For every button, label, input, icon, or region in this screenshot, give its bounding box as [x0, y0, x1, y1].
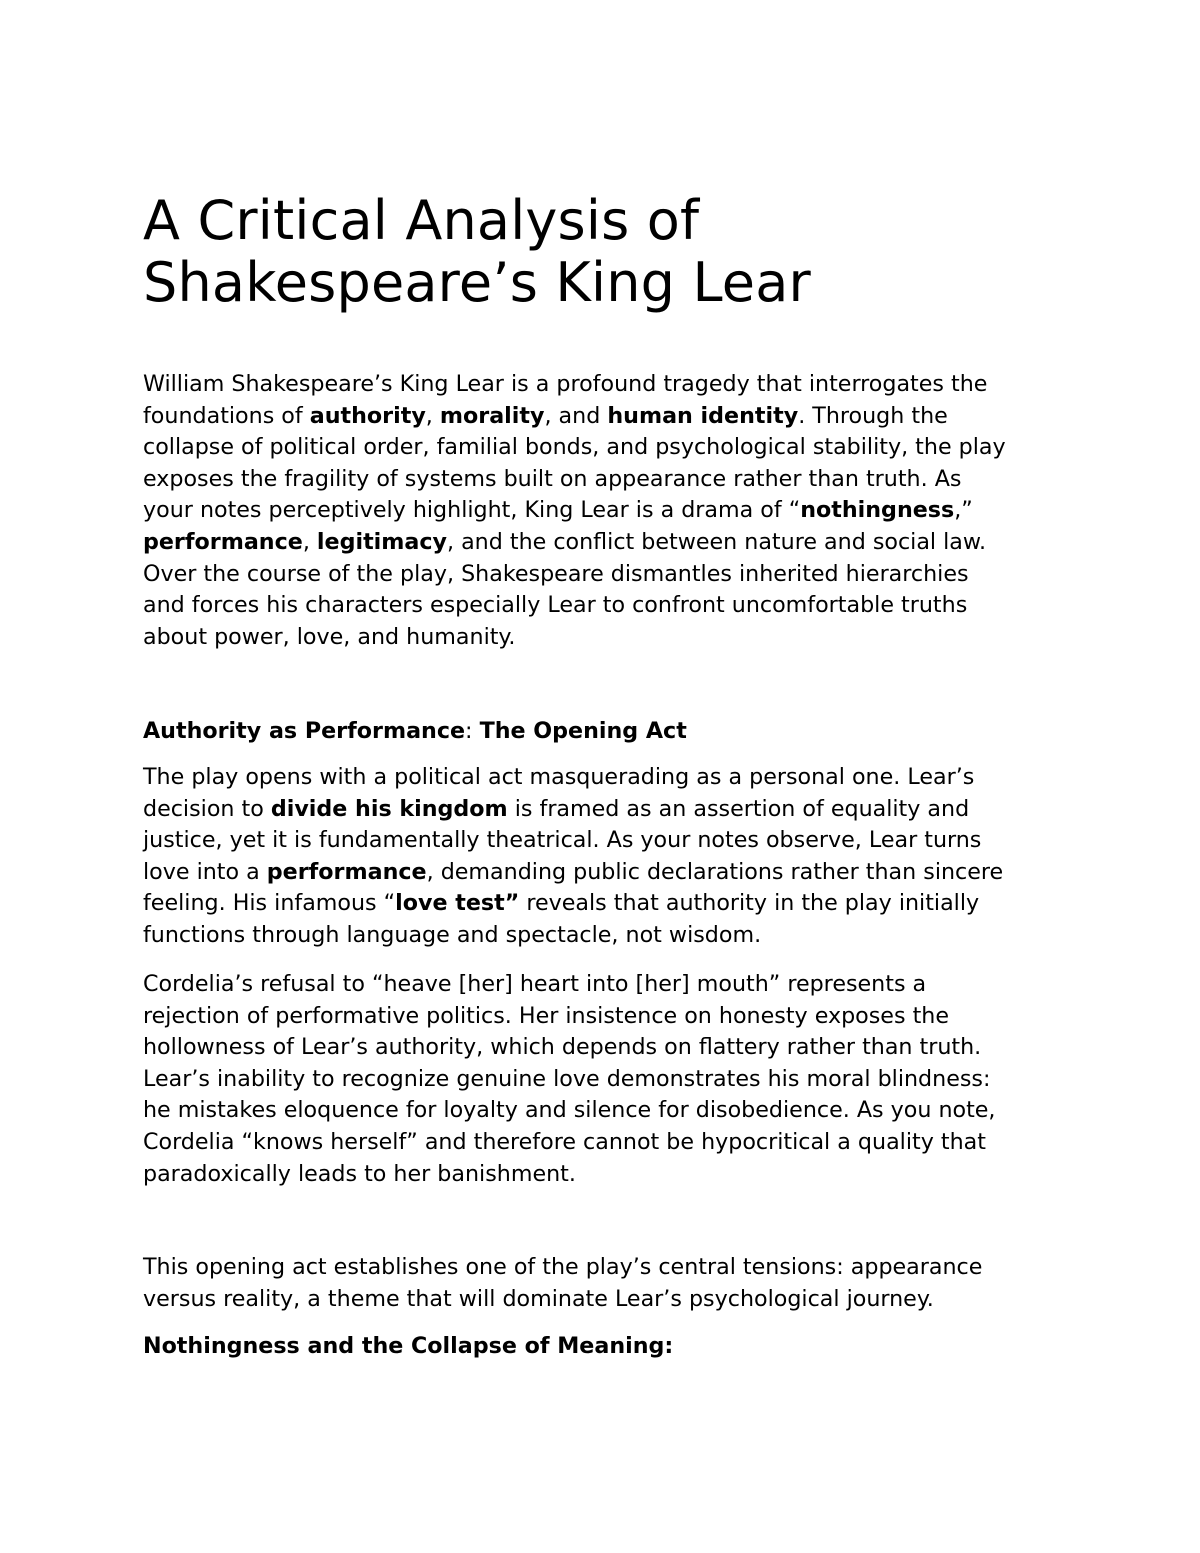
bold-term-love-test: love test” [395, 890, 520, 917]
text-line: rejection of performative politics. Her insistence on honesty exposes the [143, 1002, 949, 1029]
text-line: William Shakespeare’s King Lear is a profound tragedy that interrogates the [143, 371, 988, 397]
paragraph-appearance-reality [143, 1252, 1073, 1315]
text-run: decision to [143, 795, 271, 822]
bold-term-human-identity: human identity [607, 402, 799, 429]
text-line: versus reality, a theme that will dominate Lear’s psychological journey. [143, 1285, 934, 1312]
text-line: collapse of political order, familial bonds, and psychological stability, the play [143, 434, 1006, 461]
text-run: , and the conflict between nature and social law. [446, 528, 987, 555]
bold-term-divide-kingdom: divide his kingdom [270, 795, 508, 822]
bold-term-legitimacy: legitimacy [316, 528, 447, 555]
text-line: This opening act establishes one of the play’s central tensions: appearance [143, 1254, 983, 1280]
text-line [143, 857, 1073, 889]
text-line [143, 527, 1073, 559]
heading-run: Authority as Performance [143, 718, 466, 744]
text-line: Cordelia’s refusal to “heave [her] heart into [her] mouth” represents a [143, 971, 927, 997]
text-run: . Through the [798, 402, 948, 429]
text-line: Lear’s inability to recognize genuine love demonstrates his moral blindness: [143, 1065, 991, 1092]
text-line: Cordelia “knows herself” and therefore cannot be hypocritical a quality that [143, 1128, 986, 1155]
bold-term-authority: authority [309, 402, 426, 429]
bold-term-morality: morality [439, 402, 545, 429]
paragraph-opening-act [143, 762, 1073, 952]
document-title [143, 190, 1093, 314]
heading-run: The Opening Act [479, 718, 687, 744]
intro-paragraph [143, 369, 1073, 653]
title-line-1: A Critical Analysis of [143, 189, 700, 252]
text-line [143, 495, 1073, 527]
section-heading-nothingness: Nothingness and the Collapse of Meaning: [143, 1333, 674, 1359]
section-heading-authority [143, 716, 1073, 748]
heading-run: : [465, 718, 480, 744]
text-line [143, 794, 1073, 826]
text-run: , [302, 528, 317, 555]
text-run: , [425, 402, 440, 429]
text-run: love into a [143, 858, 267, 885]
text-run: foundations of [143, 402, 310, 429]
paragraph-cordelia [143, 969, 1073, 1190]
text-run: your notes perceptively highlight, King Lear is a drama of “ [143, 497, 801, 524]
text-run: feeling. His infamous “ [143, 890, 396, 917]
text-line [143, 401, 1073, 433]
text-line: functions through language and spectacle, not wisdom. [143, 921, 762, 948]
text-run: , demanding public declarations rather than sincere [426, 858, 1004, 885]
text-run: , and [544, 402, 608, 429]
text-line: about power, love, and humanity. [143, 623, 516, 650]
text-line: hollowness of Lear’s authority, which depends on flattery rather than truth. [143, 1034, 982, 1061]
bold-term-nothingness: nothingness [800, 497, 955, 524]
text-line: The play opens with a political act masquerading as a personal one. Lear’s [143, 764, 975, 790]
text-line: he mistakes eloquence for loyalty and silence for disobedience. As you note, [143, 1097, 996, 1124]
text-run: ,” [954, 497, 973, 524]
text-run: reveals that authority in the play initially [519, 890, 980, 917]
text-line: exposes the fragility of systems built on appearance rather than truth. As [143, 465, 962, 492]
text-run: is framed as an assertion of equality and [507, 795, 970, 822]
title-line-2: Shakespeare’s King Lear [143, 251, 811, 314]
text-line: and forces his characters especially Lear to confront uncomfortable truths [143, 592, 968, 619]
bold-term-performance: performance [143, 528, 303, 555]
text-line: paradoxically leads to her banishment. [143, 1160, 576, 1187]
text-line: Over the course of the play, Shakespeare dismantles inherited hierarchies [143, 560, 969, 587]
bold-term-performance: performance [266, 858, 427, 885]
text-line: justice, yet it is fundamentally theatrical. As your notes observe, Lear turns [143, 827, 982, 854]
text-line [143, 888, 1073, 920]
